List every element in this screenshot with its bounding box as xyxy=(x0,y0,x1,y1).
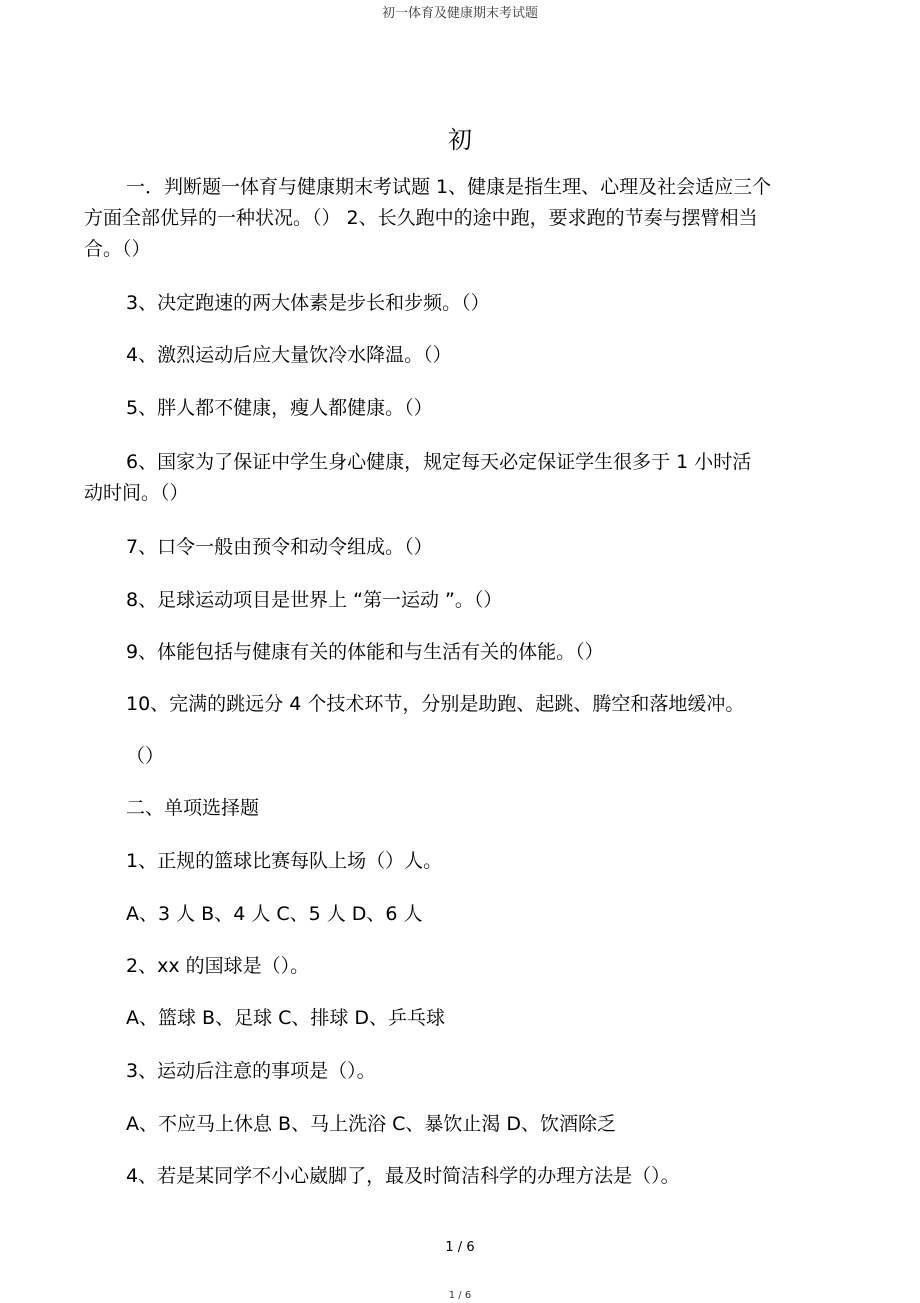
mc-question-2-options: A、篮球 B、足球 C、排球 D、乒乓球 xyxy=(126,1007,446,1029)
page-number-footer: 1 / 6 xyxy=(448,1290,472,1301)
question-7: 7、口令一般由预令和动令组成。（） xyxy=(126,536,433,558)
page-header: 初一体育及健康期末考试题 xyxy=(381,6,538,21)
section2-heading: 二、单项选择题 xyxy=(126,797,260,819)
question-3: 3、决定跑速的两大体素是步长和步频。（） xyxy=(126,292,490,314)
question-10: 10、完满的跳远分 4 个技术环节，分别是助跑、起跳、腾空和落地缓冲。 xyxy=(126,693,745,715)
question-6-line2: 动时间。（） xyxy=(84,482,189,504)
mc-question-1: 1、正规的篮球比赛每队上场（）人。 xyxy=(126,850,443,872)
question-9: 9、体能包括与健康有关的体能和与生活有关的体能。（） xyxy=(126,641,604,663)
question-4: 4、激烈运动后应大量饮冷水降温。（） xyxy=(126,344,452,366)
mc-question-1-options: A、3 人 B、4 人 C、5 人 D、6 人 xyxy=(126,903,423,925)
mc-question-4: 4、若是某同学不小心崴脚了，最及时简洁科学的办理方法是（）。 xyxy=(126,1165,680,1187)
section1-intro-line3: 合。（） xyxy=(84,238,151,260)
question-5: 5、胖人都不健康，瘦人都健康。（） xyxy=(126,397,433,419)
mc-question-2: 2、xx 的国球是（）。 xyxy=(126,955,310,977)
question-8: 8、足球运动项目是世界上 “第一运动 ”。（） xyxy=(126,589,503,611)
page-title: 初 xyxy=(448,126,472,154)
section1-intro-line2: 方面全部优异的一种状况。（） 2、长久跑中的途中跑，要求跑的节奏与摆臂相当 xyxy=(84,207,758,229)
mc-question-3-options: A、不应马上休息 B、马上洗浴 C、暴饮止渴 D、饮酒除乏 xyxy=(126,1113,617,1135)
question-6-line1: 6、国家为了保证中学生身心健康，规定每天必定保证学生很多于 1 小时活 xyxy=(126,451,752,473)
mc-question-3: 3、运动后注意的事项是（）。 xyxy=(126,1060,376,1082)
question-10-blank: （） xyxy=(126,745,165,767)
section1-intro-line1: 一．判断题一体育与健康期末考试题 1、健康是指生理、心理及社会适应三个 xyxy=(126,176,772,198)
page-number: 1 / 6 xyxy=(445,1240,475,1255)
